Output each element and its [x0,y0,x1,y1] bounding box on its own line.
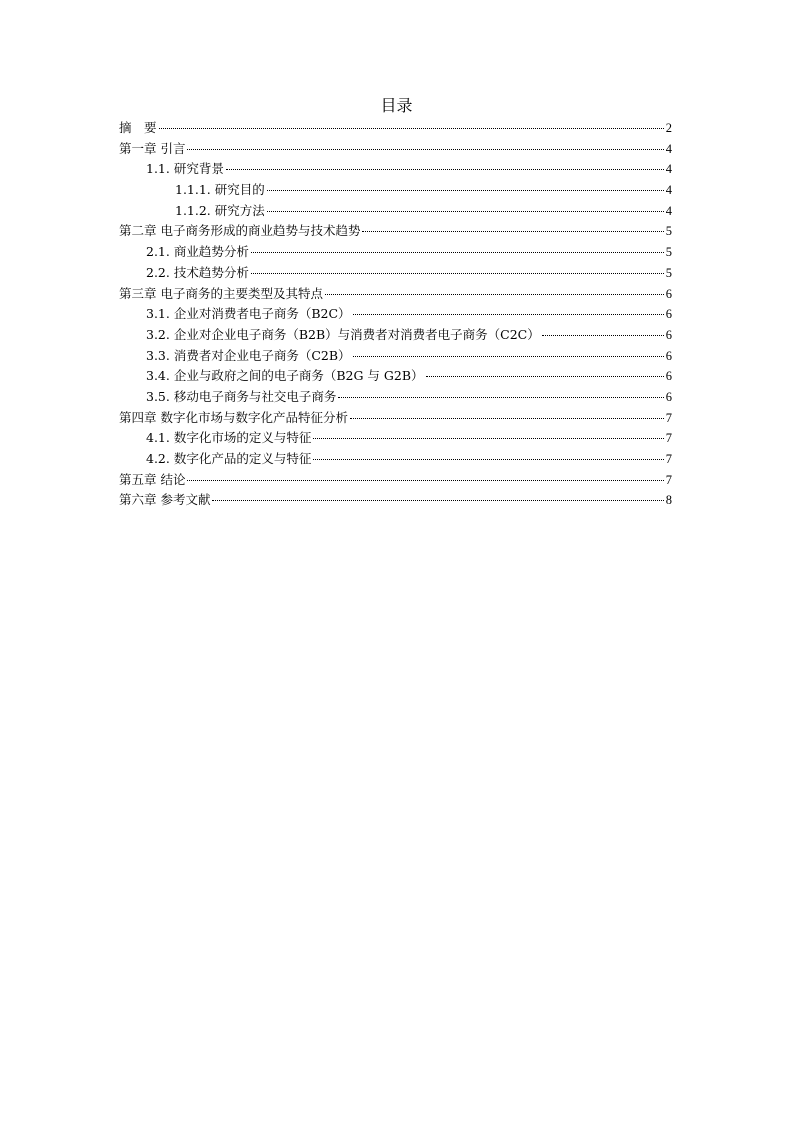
toc-entry-label: 3.1. 企业对消费者电子商务（B2C） [146,306,351,322]
toc-entry[interactable] [119,242,672,263]
toc-entry-label: 1.1.2. 研究方法 [175,202,265,218]
toc-entry-label: 2.1. 商业趋势分析 [146,244,249,260]
toc-entry-page-number: 4 [665,141,672,156]
toc-entry-page-number: 7 [665,452,672,466]
toc-dot-leader [325,294,664,295]
toc-entry[interactable] [119,263,672,284]
toc-entry-label: 1.1.1. 研究目的 [175,182,265,198]
toc-entry-page-number: 6 [665,369,672,384]
toc-dot-leader [226,169,664,170]
toc-entry[interactable] [119,139,672,160]
toc-entry-label: 3.4. 企业与政府之间的电子商务（B2G 与 G2B） [146,368,424,384]
toc-dot-leader [267,190,664,191]
toc-dot-leader [159,128,664,129]
toc-dot-leader [353,314,664,315]
toc-dot-leader [251,252,664,253]
toc-entry[interactable] [119,284,672,305]
toc-entry-label: 第二章 电子商务形成的商业趋势与技术趋势 [119,223,361,239]
toc-entry[interactable] [119,159,672,180]
toc-dot-leader [313,459,663,460]
toc-entry-page-number: 7 [665,410,672,425]
toc-dot-leader [362,231,663,232]
toc-dot-leader [187,480,663,481]
toc-entry-label: 第四章 数字化市场与数字化产品特征分析 [119,409,348,425]
toc-entry-label: 1.1. 研究背景 [146,161,224,177]
toc-entry[interactable] [119,470,672,491]
toc-entry[interactable] [119,490,672,511]
toc-entry-label: 第三章 电子商务的主要类型及其特点 [119,285,323,301]
toc-dot-leader [338,397,663,398]
toc-entry[interactable] [119,325,672,346]
toc-entry-label: 4.1. 数字化市场的定义与特征 [146,430,312,446]
toc-entry-page-number: 7 [665,472,672,487]
toc-dot-leader [187,149,663,150]
toc-dot-leader [353,356,664,357]
toc-dot-leader [267,211,664,212]
toc-entry[interactable] [119,304,672,325]
toc-entry[interactable] [119,428,672,449]
toc-entry[interactable] [119,221,672,242]
toc-entry-page-number: 6 [665,348,672,363]
toc-entry-page-number: 6 [665,286,672,301]
toc-dot-leader [313,438,663,439]
toc-entry-label: 4.2. 数字化产品的定义与特征 [146,451,312,466]
toc-entry-page-number: 6 [665,389,672,404]
toc-entry[interactable] [119,366,672,387]
toc-entry[interactable] [119,118,672,139]
toc-entry[interactable] [119,387,672,408]
toc-dot-leader [350,418,664,419]
toc-entry-page-number: 2 [665,121,672,135]
toc-dot-leader [251,273,664,274]
toc-entry-page-number: 6 [665,327,672,342]
table-of-contents [119,118,672,511]
toc-entry[interactable] [119,449,672,470]
toc-entry-label: 2.2. 技术趋势分析 [146,264,249,280]
toc-entry-page-number: 5 [665,245,672,260]
toc-entry-page-number: 7 [665,431,672,446]
toc-entry-label: 摘 要 [119,120,157,135]
toc-entry-label: 3.3. 消费者对企业电子商务（C2B） [146,347,351,363]
toc-entry-page-number: 5 [665,224,672,239]
toc-entry-label: 第一章 引言 [119,140,186,156]
toc-entry-page-number: 8 [665,493,672,508]
toc-entry[interactable] [119,346,672,367]
toc-title: 目录 [380,96,413,115]
toc-entry[interactable] [119,180,672,201]
toc-entry-page-number: 4 [665,183,672,198]
toc-dot-leader [426,376,664,377]
toc-entry-label: 3.2. 企业对企业电子商务（B2B）与消费者对消费者电子商务（C2C） [146,326,540,342]
toc-entry-page-number: 4 [665,162,672,177]
toc-entry-label: 3.5. 移动电子商务与社交电子商务 [146,388,337,404]
toc-dot-leader [542,335,664,336]
toc-dot-leader [212,500,663,501]
toc-entry-label: 第六章 参考文献 [119,492,211,508]
toc-entry-page-number: 6 [665,307,672,322]
toc-entry-label: 第五章 结论 [119,471,186,487]
toc-entry[interactable] [119,201,672,222]
toc-entry[interactable] [119,408,672,429]
toc-entry-page-number: 5 [665,265,672,280]
toc-entry-page-number: 4 [665,203,672,218]
